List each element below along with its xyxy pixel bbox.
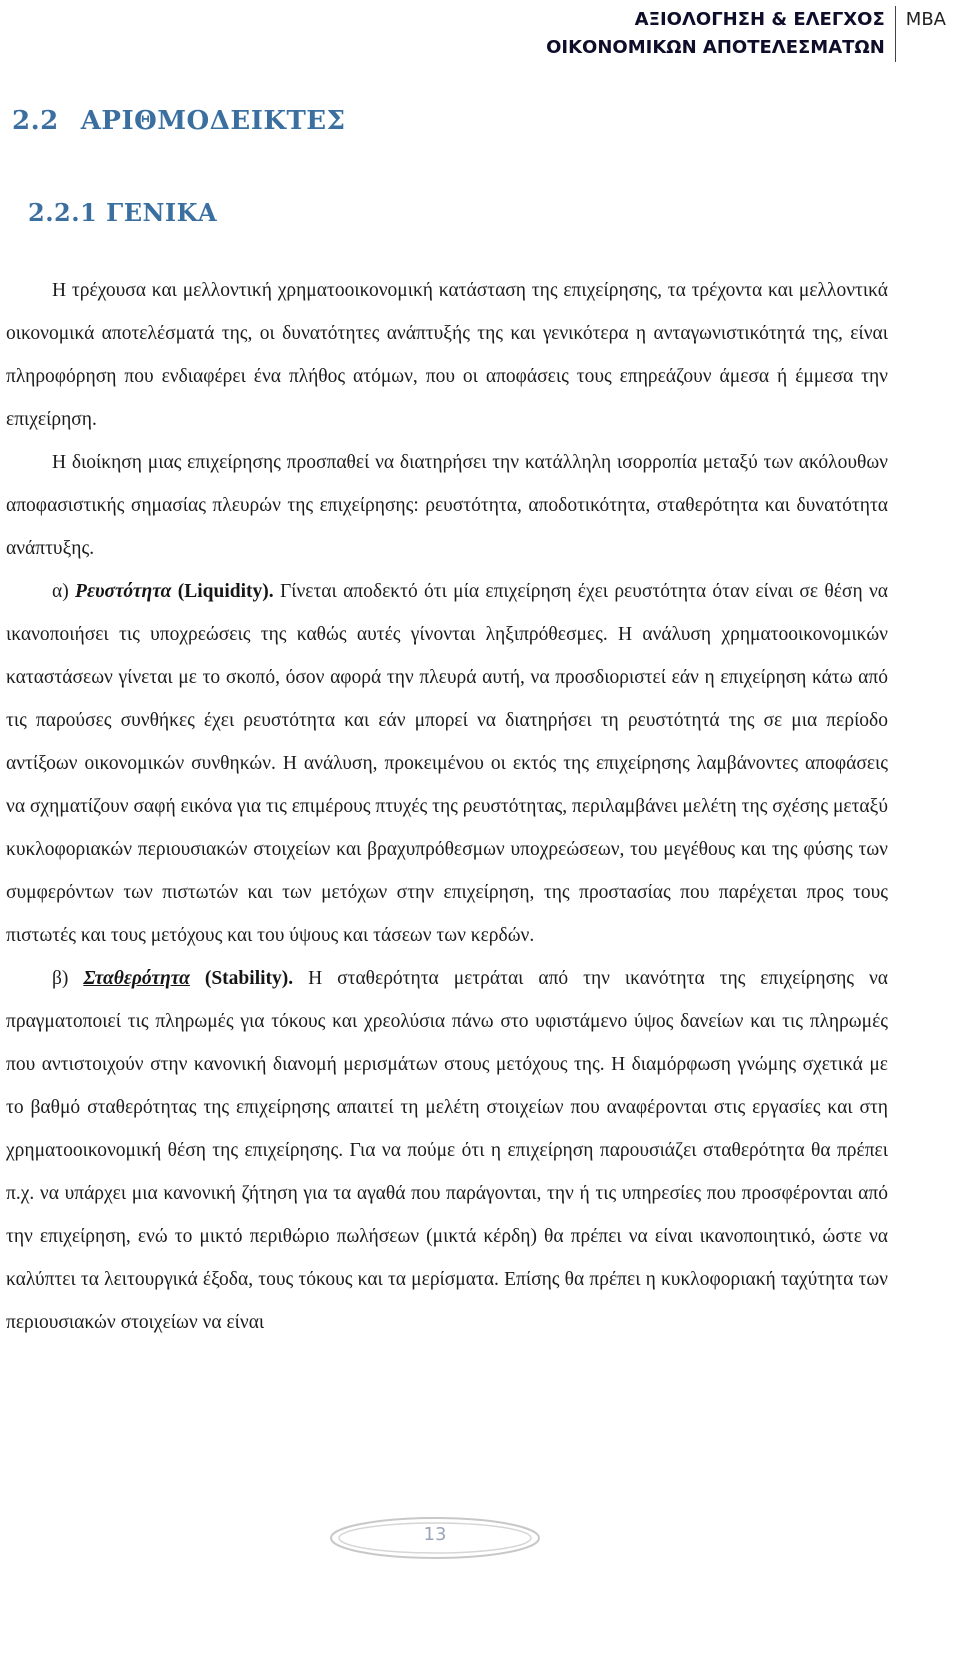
section-heading: [12, 106, 346, 136]
body-text: [6, 269, 888, 1344]
running-header: [546, 6, 946, 62]
subsection-heading: 2.2.1 ΓΕΝΙΚΑ: [28, 198, 218, 227]
header-title-line1: ΑΞΙΟΛΟΓΗΣΗ & ΕΛΕΓΧΟΣ: [634, 9, 885, 30]
liquidity-text: Γίνεται αποδεκτό ότι μία επιχείρηση έχει ρευστότητα όταν είναι σε θέση να ικανοποιήσει τις υποχρεώσεις της καθώς αυτές γίνονται ληξιπρόθεσμες. Η ανάλυση χρηματοοικονομικών καταστάσεων γίνεται με το σκοπό, όσον αφορά την πλευρά αυτή, να προσδιοριστεί εάν η επιχείρηση κάτω από τις παρούσες συνθήκες έχει ρευστότητα και εάν μπορεί να διατηρήσει τη ρευστότητά της σε μια περίοδο αντίξοων οικονομικών συνθηκών. Η ανάλυση, προκειμένου οι εκτός της επιχείρησης λαμβάνοντες αποφάσεις να σχηματίζουν σαφή εικόνα για τις επιμέρους πτυχές της ρευστότητας, περιλαμβάνει μελέτη της σχέσης μεταξύ κυκλοφοριακών περιουσιακών στοιχείων και βραχυπρόθεσμων υποχρεώσεων, του μεγέθους και της φύσης των συμφερόντων των πιστωτών και των μετόχων στην επιχείρηση, της προστασίας που παρέχεται προς τους πιστωτές και τους μετόχους και του ύψους και τάσεων των κερδών.: [6, 581, 888, 946]
liquidity-prefix: α): [52, 581, 76, 602]
header-title-line2: ΟΙΚΟΝΟΜΙΚΩΝ ΑΠΟΤΕΛΕΣΜΑΤΩΝ: [546, 37, 885, 58]
header-program: MBA: [905, 9, 946, 30]
balance-paragraph: Η διοίκηση μιας επιχείρησης προσπαθεί να διατηρήσει την κατάλληλη ισορροπία μεταξύ των ακόλουθων αποφασιστικής σημασίας πλευρών της επιχείρησης: ρευστότητα, αποδοτικότητα, σταθερότητα και δυνατότητα ανάπτυξης.: [6, 452, 888, 559]
stability-term: Σταθερότητα: [83, 968, 190, 989]
liquidity-term: Ρευστότητα: [75, 581, 172, 602]
intro-paragraph: Η τρέχουσα και μελλοντική χρηματοοικονομική κατάσταση της επιχείρησης, τα τρέχοντα και μελλοντικά οικονομικά αποτελέσματά της, οι δυνατότητες ανάπτυξής της και γενικότερα η ανταγωνιστικότητά της, είναι πληροφόρηση που ενδιαφέρει ένα πλήθος ατόμων, που οι αποφάσεις τους επηρεάζουν άμεσα ή έμμεσα την επιχείρηση.: [6, 280, 888, 430]
page-number-badge: [327, 1514, 543, 1562]
stability-english: (Stability).: [189, 968, 294, 989]
section-title: ΑΡΙΘΜΟΔΕΙΚΤΕΣ: [80, 106, 346, 136]
header-title: [546, 6, 895, 62]
stability-text: Η σταθερότητα μετράται από την ικανότητα της επιχείρησης να πραγματοποιεί τις πληρωμές για τόκους και χρεολύσια πάνω στο υφιστάμενο ύψος δανείων και τις πληρωμές που αντιστοιχούν στην κανονική διανομή μερισμάτων στους μετόχους της. Η διαμόρφωση γνώμης σχετικά με το βαθμό σταθερότητας της επιχείρησης απαιτεί τη μελέτη στοιχείων που αναφέρονται στις εργασίες και στη χρηματοοικονομική θέση της επιχείρησης. Για να πούμε ότι η επιχείρηση παρουσιάζει σταθερότητα θα πρέπει π.χ. να υπάρχει μια κανονική ζήτηση για τα αγαθά που παράγονται, την ή τις υπηρεσίες που προσφέρονται από την επιχείρηση, ενώ το μικτό περιθώριο πωλήσεων (μικτά κέρδη) θα πρέπει να είναι ικανοποιητικό, ώστε να καλύπτει τα λειτουργικά έξοδα, τους τόκους και τα μερίσματα. Επίσης θα πρέπει η κυκλοφοριακή ταχύτητα των περιουσιακών στοιχείων να είναι: [6, 968, 888, 1333]
liquidity-english: (Liquidity).: [171, 581, 274, 602]
liquidity-paragraph: [6, 570, 888, 957]
section-number: 2.2: [12, 106, 59, 136]
page-number: 13: [423, 1524, 447, 1545]
stability-paragraph: [6, 957, 888, 1344]
stability-prefix: β): [52, 968, 84, 989]
